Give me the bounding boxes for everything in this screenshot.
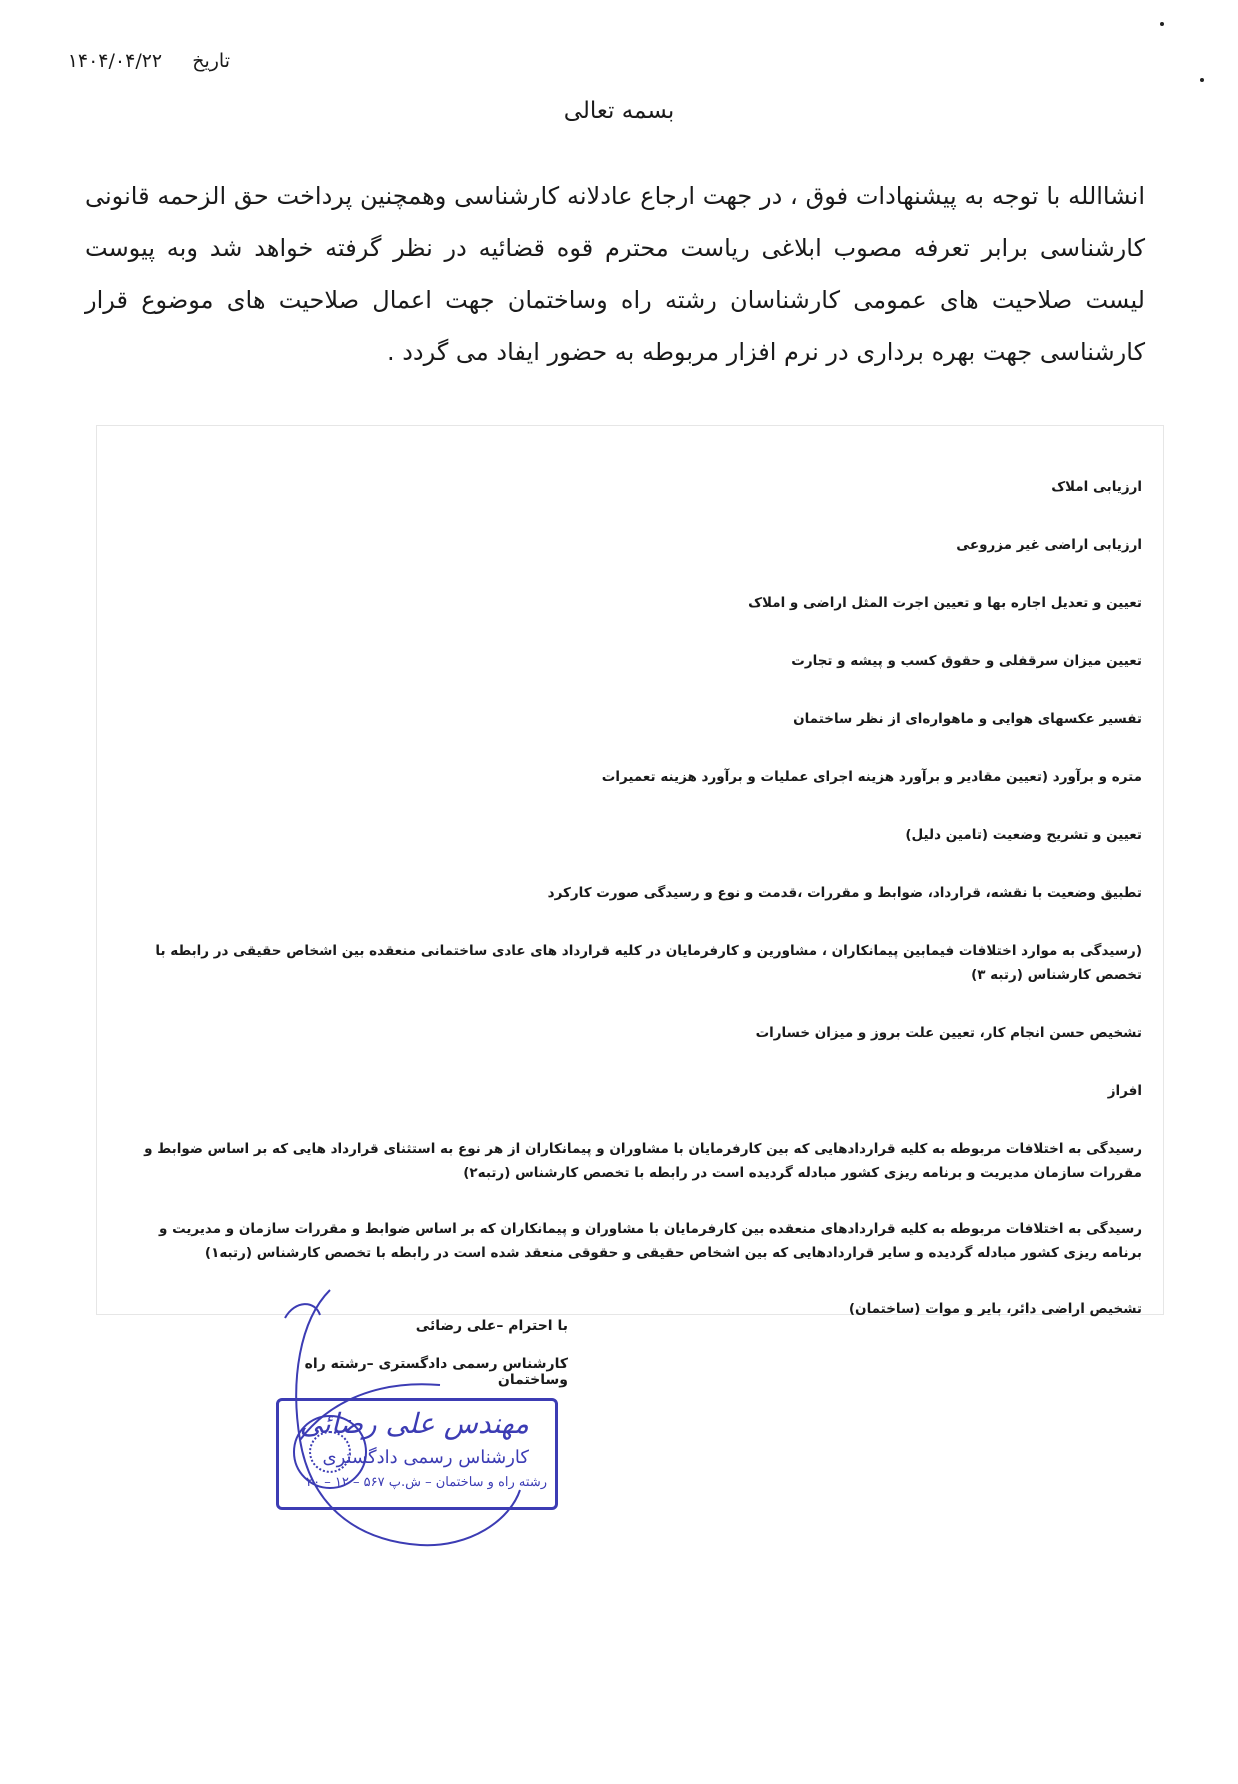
list-item: متره و برآورد (تعیین مقادیر و برآورد هزینه اجرای عملیات و برآورد هزینه تعمیرات — [601, 769, 1142, 785]
list-item: تعیین میزان سرقفلی و حقوق کسب و پیشه و تجارت — [791, 653, 1142, 669]
document-heading: بسمه تعالی — [563, 98, 675, 124]
date-label: تاریخ — [192, 50, 230, 72]
list-item: تعیین و تعدیل اجاره بها و تعیین اجرت المثل اراضی و املاک — [748, 595, 1142, 611]
list-item: تشخیص اراضی دائر، بایر و موات (ساختمان) — [848, 1301, 1142, 1317]
list-item: ارزیابی املاک — [1051, 479, 1142, 495]
stamp-field: رشته راه و ساختمان – ش.پ ۵۶۷ – ۱۲ – ۲۰ — [306, 1475, 547, 1490]
list-item: تعیین و تشریح وضعیت (تامین دلیل) — [905, 827, 1142, 843]
list-item: افراز — [1107, 1083, 1142, 1099]
intro-text: انشاالله با توجه به پیشنهادات فوق ، در جهت ارجاع عادلانه کارشناسی وهمچنین پرداخت حق الزحمه قانونی کارشناسی برابر تعرفه مصوب ابلاغی ریاست محترم قوه قضائیه در نظر گرفته خواهد شد وبه پیوست لیست صلاحیت های عمومی کارشناسان رشته راه وساختمان جهت اعمال صلاحیت های موضوع قرار کارشناسی جهت بهره برداری در نرم افزار مربوطه به حضور ایفاد می گردد . — [85, 182, 1145, 366]
list-item: ارزیابی اراضی غیر مزروعی — [956, 537, 1142, 553]
speck-mark — [1160, 22, 1164, 26]
list-item: رسیدگی به اختلافات مربوطه به کلیه قراردادهایی که بین کارفرمایان با مشاوران و پیمانکاران از هر نوع به استثنای قرارداد هایی که بر اساس ضوابط و مقررات سازمان مدیریت و برنامه ریزی کشور مبادله گردیده است در رابطه با تخصص کارشناس (رتبه۲) — [144, 1141, 1142, 1181]
signature-title: کارشناس رسمی دادگستری –رشته راه وساختمان — [304, 1356, 568, 1388]
list-item: (رسیدگی به موارد اختلافات فیمابین پیمانکاران ، مشاورین و کارفرمایان در کلیه قرارداد های عادی ساختمانی منعقده بین اشخاص حقیقی در رابطه با تخصص کارشناس (رتبه ۳) — [155, 943, 1142, 983]
list-item: تشخیص حسن انجام کار، تعیین علت بروز و میزان خسارات — [755, 1025, 1142, 1041]
signature-stroke — [285, 1290, 520, 1545]
list-item: تفسیر عکسهای هوایی و ماهواره‌ای از نظر ساختمان — [793, 711, 1142, 727]
signature-closing: با احترام –علی رضائی — [415, 1318, 568, 1334]
stamp-name: مهندس علی رضائی — [299, 1407, 529, 1440]
list-item: رسیدگی به اختلافات مربوطه به کلیه قراردادهای منعقده بین کارفرمایان با مشاوران و پیمانکاران که بر اساس ضوابط و مقررات سازمان و مدیریت و برنامه ریزی کشور مبادله گردیده و سایر قراردادهایی که بین اشخاص حقیقی و حقوقی منعقد شده است در رابطه با تخصص کارشناس (رتبه۱) — [158, 1221, 1142, 1261]
stamp-title: کارشناس رسمی دادگستری — [322, 1447, 529, 1468]
list-item: تطبیق وضعیت با نقشه، قرارداد، ضوابط و مقررات ،قدمت و نوع و رسیدگی صورت کارکرد — [547, 885, 1142, 901]
speck-mark — [1200, 78, 1204, 82]
date-value: ۱۴۰۴/۰۴/۲۲ — [67, 50, 163, 72]
